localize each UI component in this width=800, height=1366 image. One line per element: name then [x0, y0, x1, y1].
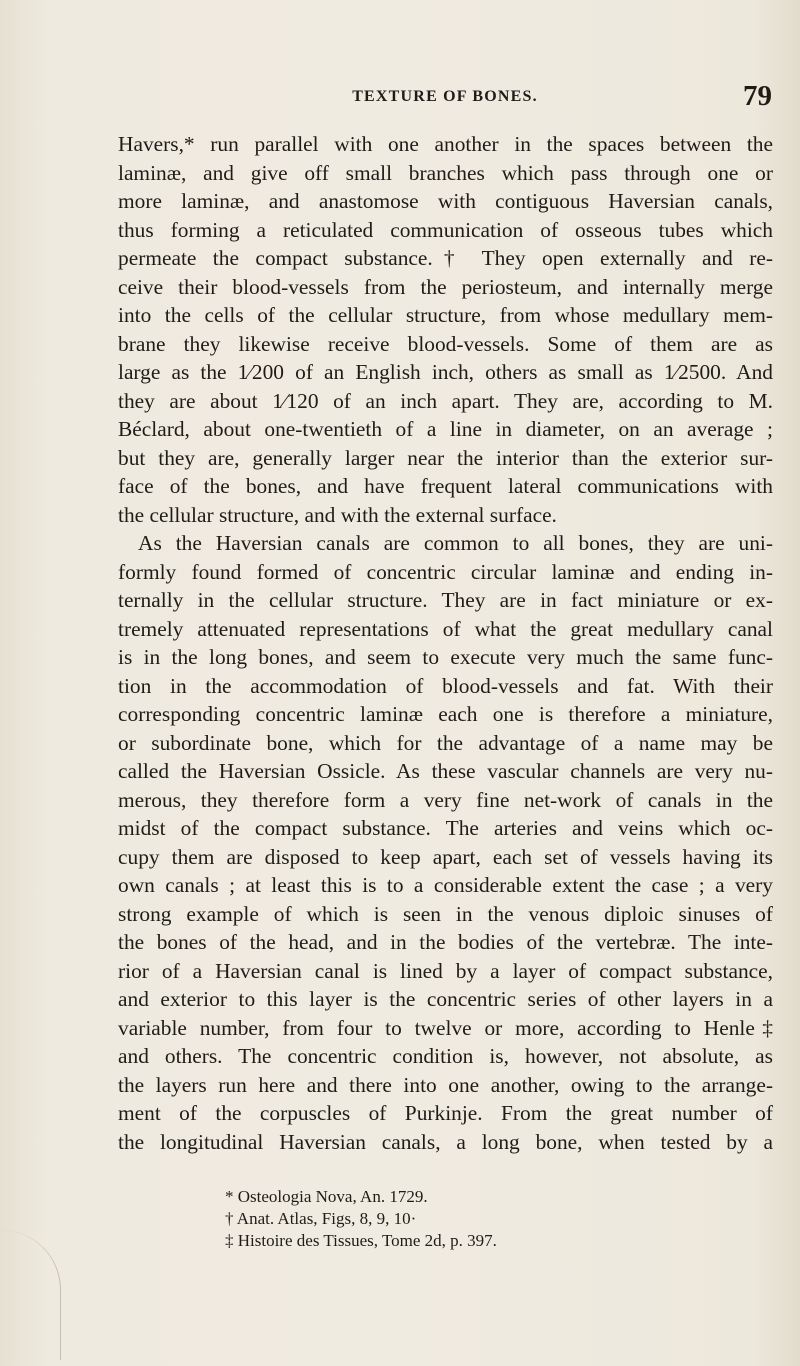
- text-line: laminæ, and give off small branches which pass through one or: [118, 160, 773, 185]
- text-line: ceive their blood-vessels from the periosteum, and internally merge: [118, 274, 773, 299]
- text-line: midst of the compact substance. The arteries and veins which oc-: [118, 816, 773, 840]
- text-line: cupy them are disposed to keep apart, each set of vessels having its: [118, 844, 773, 869]
- footnote: † Anat. Atlas, Figs, 8, 9, 10·: [225, 1209, 417, 1228]
- text-line: merous, they therefore form a very fine net-work of canals in the: [118, 787, 773, 812]
- text-line: they are about 1⁄120 of an inch apart. They are, according to M.: [118, 388, 773, 413]
- text-line: face of the bones, and have frequent lateral communications with: [118, 474, 773, 498]
- text-line: thus forming a reticulated communication of osseous tubes which: [118, 217, 773, 242]
- page-crease-mark: [0, 1230, 61, 1360]
- text-line: permeate the compact substance.† They open externally and re-: [118, 246, 773, 270]
- text-line: the longitudinal Haversian canals, a long bone, when tested by a: [118, 1129, 773, 1154]
- footnote: ‡ Histoire des Tissues, Tome 2d, p. 397.: [225, 1231, 497, 1250]
- text-line: strong example of which is seen in the venous diploic sinuses of: [118, 901, 773, 926]
- text-line: is in the long bones, and seem to execute very much the same func-: [118, 645, 773, 669]
- text-line: own canals ; at least this is to a considerable extent the case ; a very: [118, 873, 773, 897]
- text-line: brane they likewise receive blood-vessels. Some of them are as: [118, 331, 773, 356]
- text-line: As the Haversian canals are common to all bones, they are uni-: [138, 531, 773, 555]
- text-line: called the Haversian Ossicle. As these vascular channels are very nu-: [118, 759, 773, 783]
- text-line: and exterior to this layer is the concentric series of other layers in a: [118, 987, 773, 1011]
- text-line: corresponding concentric laminæ each one is therefore a miniature,: [118, 702, 773, 726]
- text-line: or subordinate bone, which for the advantage of a name may be: [118, 730, 773, 755]
- text-line: and others. The concentric condition is, however, not absolute, as: [118, 1044, 773, 1068]
- page-number: 79: [743, 80, 772, 112]
- text-line: more laminæ, and anastomose with contiguous Haversian canals,: [118, 189, 773, 213]
- text-line: Havers,* run parallel with one another in the spaces between the: [118, 132, 773, 156]
- text-line: rior of a Haversian canal is lined by a layer of compact substance,: [118, 958, 773, 983]
- text-line: ment of the corpuscles of Purkinje. From the great number of: [118, 1101, 773, 1125]
- text-line: tion in the accommodation of blood-vessels and fat. With their: [118, 673, 773, 698]
- text-line: variable number, from four to twelve or more, according to Henle‡: [118, 1015, 773, 1040]
- text-line: large as the 1⁄200 of an English inch, others as small as 1⁄2500. And: [118, 360, 773, 384]
- text-line: tremely attenuated representations of what the great medullary canal: [118, 616, 773, 641]
- text-line: into the cells of the cellular structure, from whose medullary mem-: [118, 303, 773, 327]
- text-line: the cellular structure, and with the external surface.: [118, 502, 557, 527]
- text-line: the bones of the head, and in the bodies of the vertebræ. The inte-: [118, 930, 773, 954]
- body-text: [118, 130, 773, 1156]
- footnote: * Osteologia Nova, An. 1729.: [225, 1187, 428, 1206]
- footnotes: [225, 1186, 725, 1252]
- running-header: [118, 80, 772, 116]
- text-line: but they are, generally larger near the interior than the exterior sur-: [118, 445, 773, 470]
- text-line: ternally in the cellular structure. They are in fact miniature or ex-: [118, 588, 773, 612]
- text-line: the layers run here and there into one another, owing to the arrange-: [118, 1072, 773, 1097]
- text-line: formly found formed of concentric circular laminæ and ending in-: [118, 559, 773, 584]
- text-line: Béclard, about one-twentieth of a line in diameter, on an average ;: [118, 417, 773, 441]
- running-title: TEXTURE OF BONES.: [352, 88, 538, 105]
